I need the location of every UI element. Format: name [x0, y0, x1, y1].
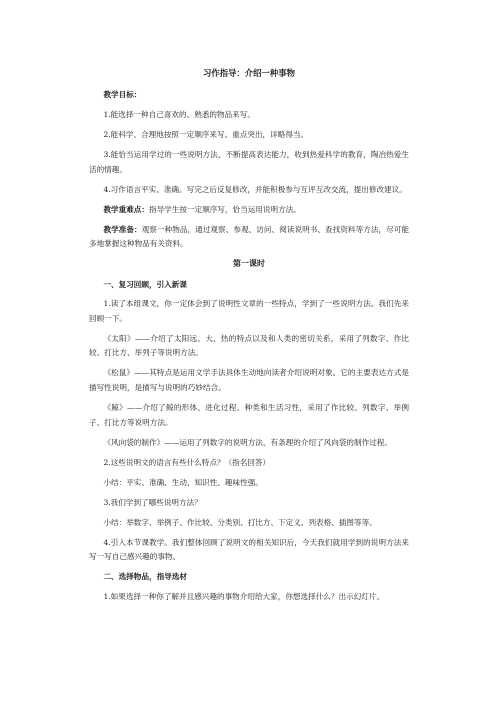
paragraph: 《风向袋的制作》——运用了列数字的说明方法，有条理的介绍了风向袋的制作过程。 [103, 437, 392, 447]
preparation-text: 观察一种物品，通过观察、参观、访问、阅读说明书、查找资料等方法，尽可能多地掌握这种物品有关资料。 [89, 224, 409, 249]
paragraph: 2.这些说明文的语言有些什么特点？（指名回答） [103, 457, 271, 467]
paragraph: 《松鼠》——其特点是运用文学手法具体生动地向读者介绍说明对象。它的主要表达方式是描写性说明，是描写与说明的巧妙结合。 [89, 368, 409, 393]
section-heading: 二、选择物品，指导选材 [103, 572, 187, 582]
document-title: 习作指导：介绍一种事物 [202, 68, 296, 78]
document-body [89, 66, 409, 610]
goal-item: 4.习作语言平实、准确。写完之后反复修改，并能积极参与互评互改交流，提出修改建议。 [103, 184, 407, 194]
key-points-text: 指导学生按一定顺序写，恰当运用说明方法。 [149, 204, 301, 214]
paragraph: 1.如果选择一种你了解并且感兴趣的事物介绍给大家，你想选择什么？出示幻灯片。 [103, 591, 385, 601]
paragraph: 1.读了本组课文，你一定体会到了说明性文章的一些特点，学到了一些说明方法。我们先来回顾一下。 [89, 299, 409, 323]
goal-item: 2.能科学、合理地按照一定顺序来写。重点突出，详略得当。 [103, 129, 309, 139]
paragraph: 小结：平实、准确、生动，知识性、趣味性强。 [103, 477, 263, 487]
preparation [89, 223, 409, 252]
paragraph: 小结：举数字、举例子、作比较、分类别、打比方、下定义、列表格、插图等等。 [103, 517, 377, 527]
goals-label: 教学目标： [103, 90, 142, 99]
key-points [89, 203, 409, 218]
preparation-label: 教学准备： [103, 224, 142, 234]
paragraph: 《鲸》——介绍了鲸的形体、进化过程、种类和生活习性，采用了作比较、列数字、举例子、打比方等说明方法。 [89, 403, 409, 427]
goal-item: 1.能选择一种自己喜欢的、熟悉的物品来写。 [103, 109, 255, 119]
goal-item: 3.能恰当运用学过的一些说明方法，不断提高表达能力，收到热爱科学的教育，陶冶热爱生活的情趣。 [89, 149, 409, 174]
lesson-heading: 第一课时 [233, 259, 265, 269]
paragraph: 3.我们学到了哪些说明方法？ [103, 497, 202, 507]
key-points-label: 教学重难点： [103, 204, 149, 214]
paragraph: 4.引入本节课教学。我们整体回顾了说明文的相关知识后，今天我们就用学到的说明方法来写一写自己感兴趣的事物。 [89, 537, 409, 562]
section-heading: 一、复习回顾，引入新课 [103, 279, 187, 289]
paragraph: 《太阳》——介绍了太阳远、大、热的特点以及和人类的密切关系，采用了列数字、作比较、打比方、举列子等说明方法。 [89, 333, 409, 358]
